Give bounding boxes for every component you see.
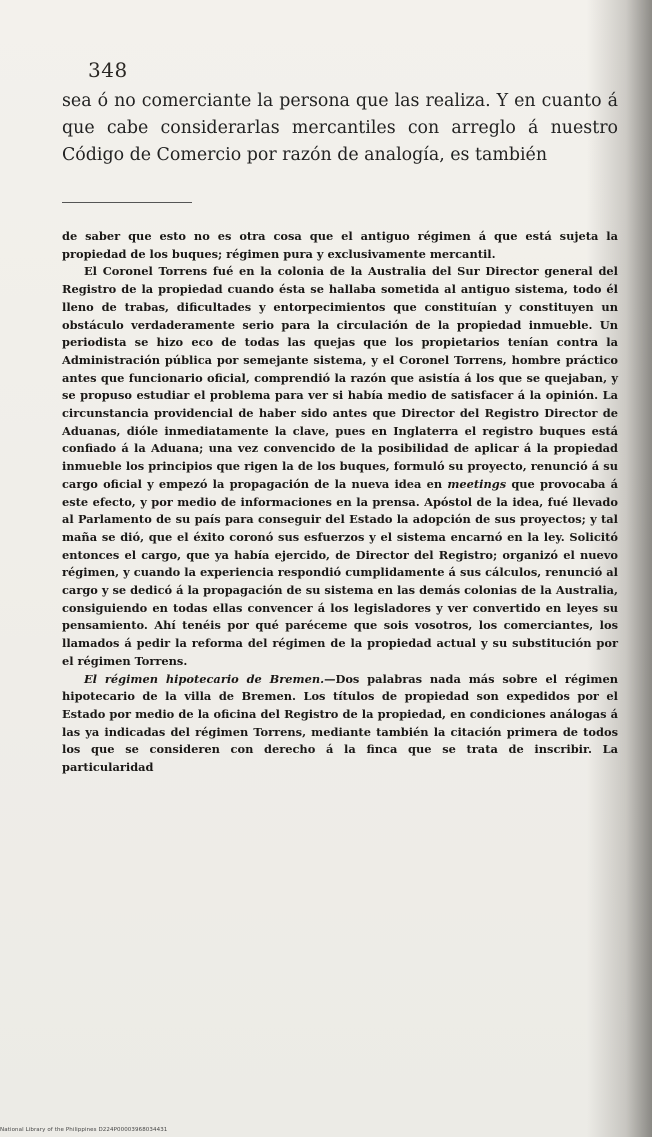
footnote-italic-meetings: meetings xyxy=(447,476,507,491)
footnote-paragraph-2-text: El Coronel Torrens fué en la colonia de la Australia del Sur Director general del Registro de la propiedad cuando ésta se hallaba sometida al antiguo sistema, todo él lleno de trabas, dificultades y entorpecimientos que constituían y constituyen un obstáculo verdaderamente serio para la circulación de la propiedad inmueble. Un periodista se hizo eco de todas las quejas que los propietarios tenían contra la Administración pública por semejante sistema, y el Coronel Torrens, hombre práctico antes que funcionario oficial, comprendió la razón que asistía á los que se quejaban, y se propuso estudiar el problema para ver si había medio de satisfacer á la opinión. La circunstancia providencial de haber sido antes que Director del Registro Director de Aduanas, dióle inmediatamente la clave, pues en Inglaterra el registro buques está confiado á la Aduana; una vez convencido de la posibilidad de aplicar á la propiedad inmueble los principios que rigen la de los buques, formuló su proyecto, renunció á su cargo oficial y empezó la propagación de la nueva idea en xyxy=(62,264,618,491)
footnote-paragraph-1: de saber que esto no es otra cosa que el antiguo régimen á que está sujeta la propiedad de los buques; régimen pura y exclusivamente mercantil. xyxy=(62,229,618,261)
footnote-divider xyxy=(62,202,192,203)
source-watermark: National Library of the Philippines D224P00003968034431 xyxy=(0,1127,168,1133)
footnote-paragraph-2-end: que provocaba á este efecto, y por medio de informaciones en la prensa. Apóstol de la idea, fué llevado al Parlamento de su país para conseguir del Estado la adopción de sus proyectos; y tal maña se dió, que el éxito coronó sus esfuerzos y el sistema encarnó en la ley. Solicitó entonces el cargo, que ya había ejercido, de Director del Registro; organizó el nuevo régimen, y cuando la experiencia respondió cumplidamente á sus cálculos, renunció al cargo y se dedicó á la propagación de su sistema en las demás colonias de la Australia, consiguiendo en todas ellas convencer á los legisladores y ver convertido en leyes su pensamiento. Ahí tenéis por qué paréceme que sois vosotros, los comerciantes, los llamados á pedir la reforma del régimen de la propiedad actual y su substitución por el régimen Torrens. xyxy=(62,476,619,668)
footnote-section-heading: El régimen hipotecario de Bremen. xyxy=(84,671,325,686)
page-number: 348 xyxy=(88,58,128,82)
footnote-paragraph-3 xyxy=(62,671,618,777)
main-text-block xyxy=(62,88,618,169)
footnote-paragraph-3-text: —Dos palabras nada más sobre el régimen hipotecario de la villa de Bremen. Los títulos de propiedad son expedidos por el Estado por medio de la oficina del Registro de la propiedad, en condiciones análogas á las ya indicadas del régimen Torrens, mediante también la citación primera de todos los que se consideren con derecho á la finca que se trata de inscribir. La particularidad xyxy=(62,671,618,775)
footnote-block xyxy=(62,228,618,777)
footnote-paragraph-2 xyxy=(62,263,618,670)
main-paragraph: sea ó no comerciante la persona que las realiza. Y en cuanto á que cabe considerarlas mercantiles con arreglo á nuestro Código de Comercio por razón de analogía, es también xyxy=(62,91,618,165)
